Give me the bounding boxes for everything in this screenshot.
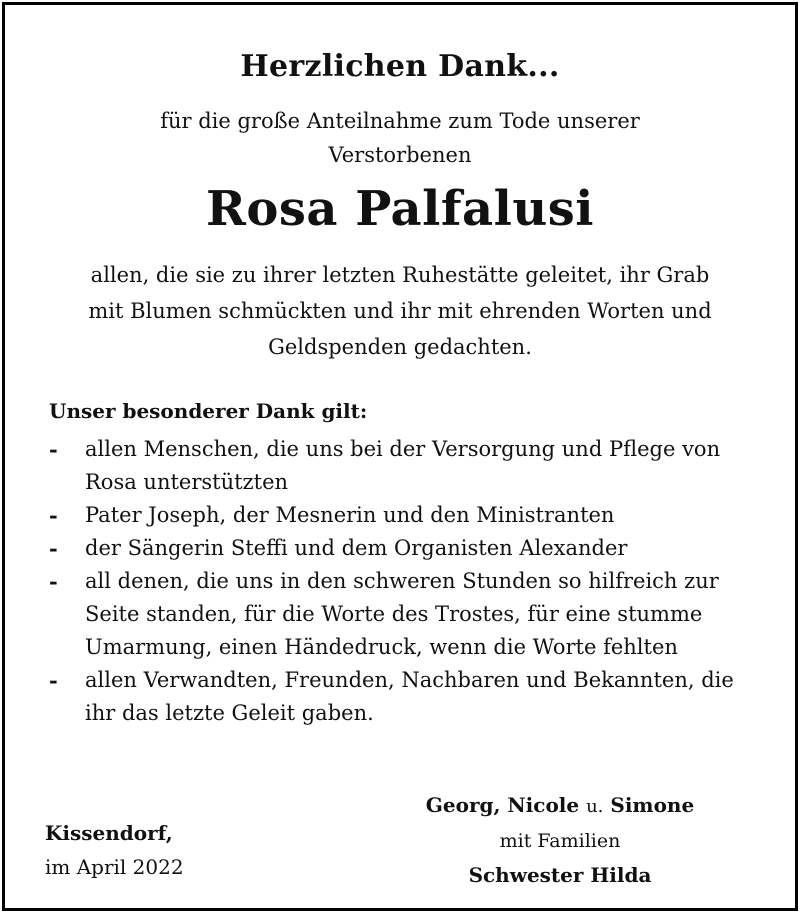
deceased-name: Rosa Palfalusi (205, 181, 595, 237)
thanks-item-text: allen Verwandten, Freunden, Nachbaren und Bekannten, die ihr das letzte Geleit gaben. (85, 668, 734, 725)
notice-heading: Herzlichen Dank... (240, 49, 560, 84)
thanks-item-text: der Sängerin Steffi und dem Organisten Alexander (85, 536, 628, 560)
thanks-item-text: allen Menschen, die uns bei der Versorgung und Pflege von Rosa unterstützten (85, 437, 721, 494)
signers-block (385, 788, 735, 892)
thanks-list (5, 433, 795, 730)
body-line-2: mit Blumen schmückten und ihr mit ehrenden Worten und (88, 299, 712, 323)
body-line-1: allen, die sie zu ihrer letzten Ruhestätte geleitet, ihr Grab (90, 263, 710, 287)
signer-line-3: Schwester Hilda (468, 863, 652, 887)
dash-bullet-icon: - (49, 536, 58, 561)
dash-bullet-icon: - (49, 503, 58, 528)
obituary-notice-card (2, 2, 798, 911)
thanks-list-item (5, 565, 795, 664)
dash-bullet-icon: - (49, 569, 58, 594)
signer-names-a: Georg, Nicole (425, 793, 580, 817)
thanks-heading: Unser besonderer Dank gilt: (49, 399, 368, 423)
thanks-item-text: all denen, die uns in den schweren Stunden so hilfreich zur Seite standen, für die Worte des Trostes, für eine stumme Umarmung, einen Händedruck, wenn die Worte fehlten (85, 569, 719, 659)
thanks-item-text: Pater Joseph, der Mesnerin und den Ministranten (85, 503, 615, 527)
signer-line-1 (385, 788, 735, 824)
dash-bullet-icon: - (49, 668, 58, 693)
dash-bullet-icon: - (49, 437, 58, 462)
thanks-list-item (5, 532, 795, 565)
thanks-list-item (5, 499, 795, 532)
body-line-3: Geldspenden gedachten. (268, 335, 532, 359)
signer-conjunction: u. (586, 796, 604, 817)
signer-line-2: mit Familien (499, 830, 621, 852)
thanks-list-item (5, 664, 795, 730)
date: im April 2022 (45, 855, 184, 879)
place: Kissendorf, (45, 821, 173, 845)
thanks-list-item (5, 433, 795, 499)
signer-names-b: Simone (610, 793, 695, 817)
intro-line-2: Verstorbenen (328, 143, 472, 167)
intro-line-1: für die große Anteilnahme zum Tode unserer (160, 109, 640, 133)
